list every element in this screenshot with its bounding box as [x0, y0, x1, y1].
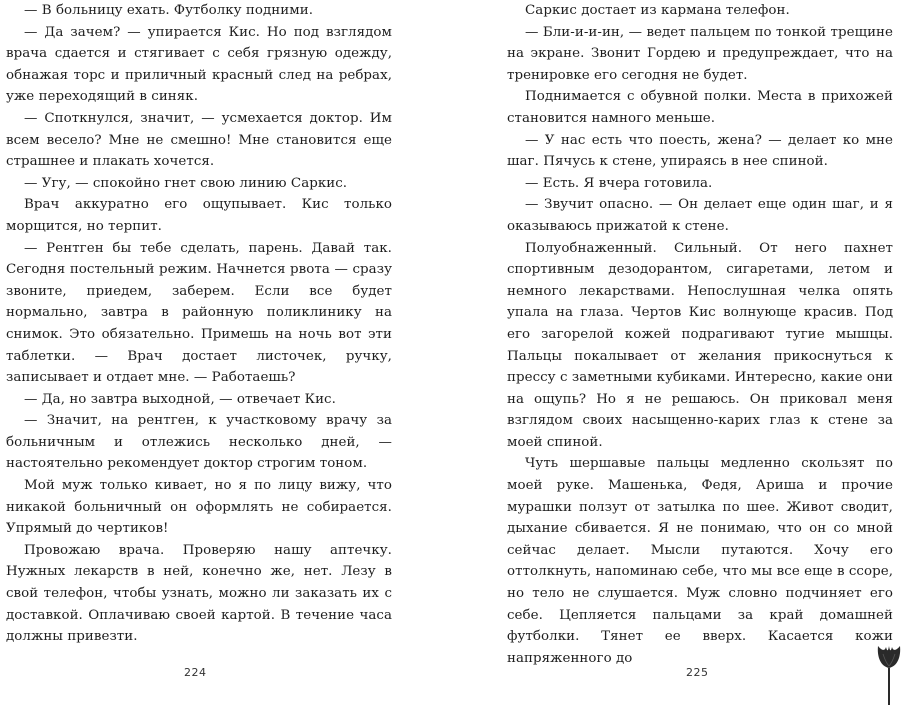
tulip-icon: [876, 642, 902, 706]
paragraph: — Звучит опасно. — Он делает еще один шаг, и я оказываюсь прижатой к стене.: [507, 197, 893, 234]
paragraph: — Споткнулся, значит, — усмехается доктор. Им всем весело? Мне не смешно! Мне становится еще страшнее и плакать хочется.: [6, 110, 392, 170]
paragraph: Мой муж только кивает, но я по лицу вижу, что никакой больничный он оформлять не собирается. Упрямый до чертиков!: [6, 478, 392, 537]
paragraph: — Угу, — спокойно гнет свою линию Саркис.: [24, 175, 348, 191]
paragraph: Поднимается с обувной полки. Места в прихожей становится намного меньше.: [507, 89, 893, 126]
paragraph: — Да, но завтра выходной, — отвечает Кис.: [24, 391, 336, 407]
paragraph: Полуобнаженный. Сильный. От него пахнет спортивным дезодорантом, сигаретами, летом и немного лекарствами. Непослушная челка опять упала на глаза. Чертов Кис волнующе красив. Под его загорелой кожей подрагивают тугие мышцы. Пальцы покалывает от желания прикоснуться к прессу с заметными кубиками. Интересно, какие они на ощупь? Но я не решаюсь. Он приковал меня взглядом своих насыщенно-карих глаз к стене за моей спиной.: [507, 240, 893, 450]
page-number-left: 224: [184, 666, 207, 679]
paragraph: Врач аккуратно его ощупывает. Кис только морщится, но терпит.: [6, 197, 392, 234]
left-page: [6, 0, 392, 648]
right-page: [507, 0, 893, 669]
paragraph: — Есть. Я вчера готовила.: [525, 175, 713, 191]
paragraph: Провожаю врача. Проверяю нашу аптечку. Нужных лекарств в ней, конечно же, нет. Лезу в свой телефон, чтобы узнать, можно ли заказать их с доставкой. Оплачиваю своей картой. В течение часа должны привезти.: [6, 542, 392, 645]
paragraph: — Бли-и-и-ин, — ведет пальцем по тонкой трещине на экране. Звонит Гордею и предупреждает, что на тренировке его сегодня не будет.: [507, 24, 893, 83]
paragraph: Саркис достает из кармана телефон.: [525, 3, 790, 18]
paragraph: — У нас есть что поесть, жена? — делает ко мне шаг. Пячусь к стене, упираясь в нее спиной.: [507, 132, 893, 170]
paragraph: — Да зачем? — упирается Кис. Но под взглядом врача сдается и стягивает с себя грязную одежду, обнажая торс и приличный красный след на ребрах, уже переходящий в синяк.: [6, 24, 392, 105]
paragraph: — Рентген бы тебе сделать, парень. Давай так. Сегодня постельный режим. Начнется рвота — сразу звоните, приедем, заберем. Если все будет нормально, завтра в районную поликлинику на снимок. Это обязательно. Примешь на ночь вот эти таблетки. — Врач достает листочек, ручку, записывает и отдает мне. — Работаешь?: [6, 240, 392, 386]
paragraph: — В больницу ехать. Футболку подними.: [24, 3, 313, 18]
page-number-right: 225: [686, 666, 709, 679]
paragraph: Чуть шершавые пальцы медленно скользят по моей руке. Машенька, Федя, Ариша и прочие мурашки ползут от затылка по шее. Живот сводит, дыхание сбивается. Я не понимаю, что он со мной сейчас делает. Мысли путаются. Хочу его оттолкнуть, напоминаю себе, что мы все еще в ссоре, но тело не слушается. Муж словно подчиняет его себе. Цепляется пальцами за край домашней футболки. Тянет ее вверх. Касается кожи напряженного до: [507, 456, 893, 666]
paragraph: — Значит, на рентген, к участковому врачу за больничным и отлежись несколько дней, — настоятельно рекомендует доктор строгим тоном.: [6, 413, 392, 472]
